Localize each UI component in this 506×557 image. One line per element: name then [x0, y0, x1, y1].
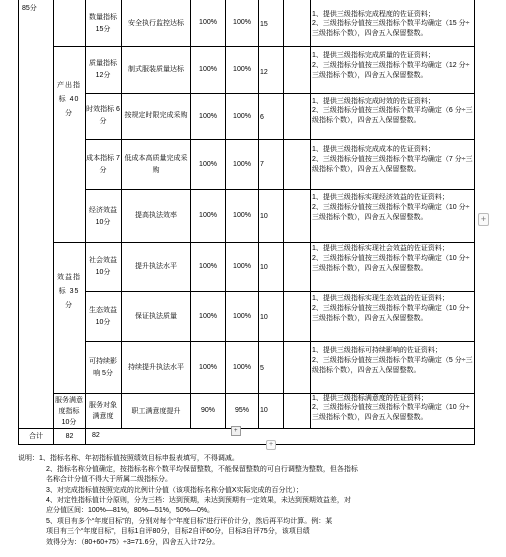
rule-line-2: 2、三级指标分值按三级指标个数平均确定（10 分÷三级指标个数），四舍五入保留整数。: [312, 404, 470, 421]
indicator-cell: 低成本高质量完成采购: [124, 155, 188, 174]
sub-indicator-cell: 经济效益 10分: [89, 207, 117, 226]
sub-indicator-cell: 可持续影响 5分: [89, 358, 117, 377]
rule-line-1: 1、提供三级指标实现经济效益的佐证资料；: [312, 194, 449, 201]
indicator-cell: 职工满意度提升: [131, 407, 181, 415]
grid-line: [53, 46, 475, 47]
score-cell: 10: [260, 264, 268, 271]
grid-line: [18, 0, 19, 444]
actual-cell: 100%: [233, 160, 251, 168]
sub-indicator-cell: 质量指标 12分: [89, 60, 117, 79]
indicator-cell: 提高执法效率: [135, 212, 177, 220]
indicator-cell: 按规定时限完成采购: [124, 112, 188, 119]
rule-line-2: 2、三级指标分值按三级指标个数平均确定（6 分÷三级指标个数），四舍五入保留整数。: [312, 107, 473, 124]
score-cell: 10: [260, 314, 268, 321]
grid-line: [85, 93, 475, 94]
grid-line: [18, 444, 475, 445]
indicator-cell: 保证执法质量: [135, 312, 177, 320]
sub-indicator-cell: 数量指标 15分: [89, 14, 117, 33]
rule-line-1: 1、提供三级指标可持续影响的佐证资料；: [312, 347, 442, 354]
score-cell: 5: [260, 365, 264, 372]
indicator-cell: 制式服装质量达标: [128, 66, 184, 73]
score-cell: 6: [260, 114, 264, 121]
target-cell: 100%: [199, 263, 217, 271]
sub-indicator-cell: 时效指标 6分: [86, 106, 120, 125]
category-output-cell: 产出指标 40分: [57, 82, 81, 117]
total-label-cell: 合计: [29, 432, 43, 440]
rule-line-1: 1、提供三级指标完成质量的佐证资料；: [312, 52, 435, 59]
rule-line-1: 1、提供三级指标满意度的佐证资料；: [312, 395, 428, 402]
rule-line-2: 2、三级指标分值按三级指标个数平均确定（7 分÷三级指标个数），四舍五入保留整数。: [312, 156, 473, 173]
rule-line-2: 2、三级指标分值按三级指标个数平均确定（15 分÷三级指标个数），四舍五入保留整数。: [312, 20, 470, 37]
rule-line-1: 1、提供三级指标完成成本的佐证资料；: [312, 146, 435, 153]
sub-indicator-cell: 成本指标 7分: [86, 155, 120, 174]
score-cell: 15: [260, 21, 268, 28]
actual-cell: 100%: [233, 112, 251, 120]
grid-line: [53, 0, 54, 444]
note-line: 3、对完成指标值按照完成的比例计分值（该项指标名称分值X实际完成的百分比）；: [46, 487, 304, 494]
target-cell: 100%: [199, 363, 217, 371]
actual-cell: 100%: [233, 263, 251, 271]
target-cell: 90%: [200, 407, 215, 415]
score-cell: 7: [260, 161, 264, 168]
note-line: 名称合计分值不得大于所属二级指标分。: [46, 476, 172, 483]
rule-line-1: 1、提供三级指标完成程度的佐证资料；: [312, 11, 435, 18]
add-column-button[interactable]: +: [478, 213, 489, 226]
rule-line-2: 2、三级指标分值按三级指标个数平均确定（12 分÷三级指标个数），四舍五入保留整数。: [312, 62, 470, 79]
grid-line: [121, 0, 122, 428]
rule-line-2: 2、三级指标分值按三级指标个数平均确定（10 分÷三级指标个数），四舍五入保留整数。: [312, 305, 470, 322]
actual-cell: 100%: [233, 19, 251, 27]
category-effect-cell: 效益指标 35分: [57, 274, 81, 309]
category-satisfaction-cell: 服务满意度指标 10分: [55, 396, 83, 426]
grid-line: [310, 0, 311, 428]
total-score-cell: 85分: [22, 5, 37, 12]
sub-indicator-cell: 服务对象满意度: [89, 402, 117, 420]
rule-line-2: 2、三级指标分值按三级指标个数平均确定（10 分÷三级指标个数），四舍五入保留整数。: [312, 204, 470, 221]
score-cell: 10: [260, 407, 268, 414]
add-row-button[interactable]: +: [266, 440, 276, 450]
grid-line: [85, 139, 475, 140]
target-cell: 100%: [199, 212, 217, 220]
sub-indicator-cell: 生态效益 10分: [89, 307, 117, 326]
indicator-cell: 安全执行监控达标: [128, 20, 184, 27]
grid-line: [85, 341, 475, 342]
rule-line-1: 1、提供三级指标实现生态效益的佐证资料；: [312, 295, 449, 302]
rule-line-2: 2、三级指标分值按三级指标个数平均确定（10 分÷三级指标个数），四舍五入保留整数。: [312, 255, 470, 272]
grid-line: [53, 242, 475, 243]
score-cell: 10: [260, 213, 268, 220]
total-value-cell: 82: [92, 432, 100, 439]
table-resize-handle[interactable]: +: [231, 426, 241, 436]
indicator-cell: 持续提升执法水平: [128, 364, 184, 371]
rule-line-1: 1、提供三级指标实现社会效益的佐证资料；: [312, 245, 449, 252]
total-value-cell: 82: [65, 432, 74, 440]
note-line: 4、对定性指标值计分原则，分为三档：达到预期，未达到预期有一定效果，未达到预期效益差，对: [46, 497, 351, 504]
actual-cell: 100%: [233, 363, 251, 371]
rule-line-1: 1、提供三级指标完成时效的佐证资料；: [312, 98, 435, 105]
note-line: 项目有三个“年度目标”，目标1自评80分，目标2自评60分，目标3自评75分，该项目绩: [46, 528, 310, 535]
grid-line: [474, 0, 475, 444]
sub-indicator-cell: 社会效益 10分: [89, 257, 117, 276]
actual-cell: 100%: [233, 66, 251, 74]
grid-line: [18, 428, 475, 429]
actual-cell: 100%: [233, 212, 251, 220]
target-cell: 100%: [199, 312, 217, 320]
rule-line-2: 2、三级指标分值按三级指标个数平均确定（5 分÷三级指标个数），四舍五入保留整数。: [312, 357, 473, 374]
indicator-cell: 提升执法水平: [135, 263, 177, 271]
grid-line: [258, 0, 259, 428]
score-cell: 12: [260, 69, 268, 76]
note-line: 说明：1、指标名称、年初指标值按照绩效目标申报表填写，不得调减。: [18, 455, 239, 462]
note-line: 5、项目有多个“年度目标”的，分别对每个“年度目标”进行评价计分，然后再平均计算。例：某: [46, 518, 333, 525]
note-line: 2、指标名称分值确定，按指标名称个数平均保留整数，不能保留整数的可自行调整为整数，但各指标: [46, 466, 358, 473]
target-cell: 100%: [199, 160, 217, 168]
actual-cell: 95%: [234, 407, 249, 415]
actual-cell: 100%: [233, 312, 251, 320]
note-line: 效得分为：（80+60+75）÷3=71.6分，四舍五入计72分。: [46, 539, 220, 546]
target-cell: 100%: [199, 19, 217, 27]
target-cell: 100%: [199, 112, 217, 120]
target-cell: 100%: [199, 66, 217, 74]
note-line: 应分值区间：100%—81%，80%—51%，50%—0%。: [46, 507, 215, 514]
grid-line: [283, 0, 284, 428]
